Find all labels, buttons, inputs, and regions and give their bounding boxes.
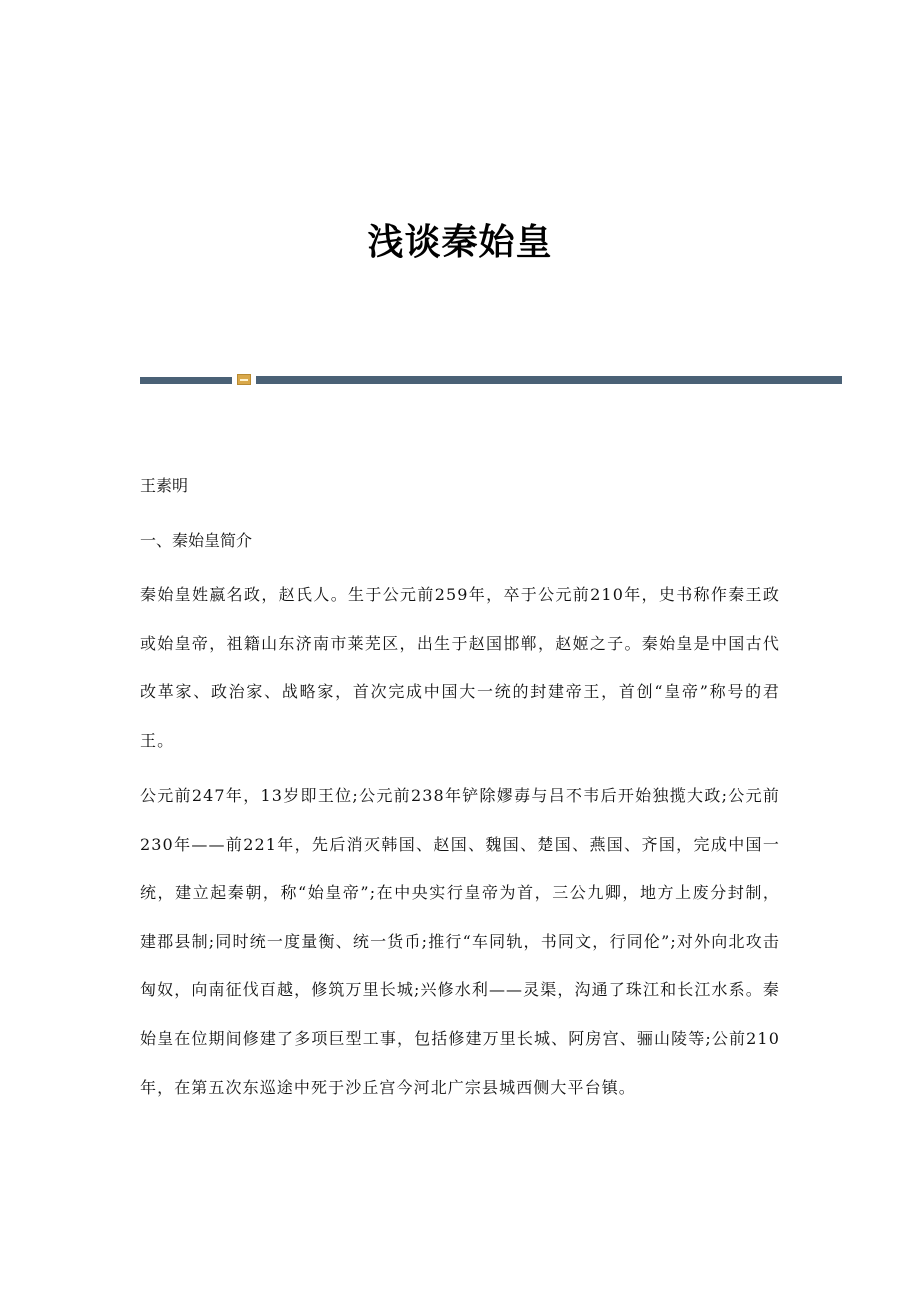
body-paragraph: 公元前247年，13岁即王位;公元前238年铲除嫪毐与吕不韦后开始独揽大政;公元前230年——前221年，先后消灭韩国、赵国、魏国、楚国、燕国、齐国，完成中国一统，建立起秦朝，称“始皇帝”;在中央实行皇帝为首，三公九卿，地方上废分封制，建郡县制;同时统一度量衡、统一货币;推行“车同轨，书同文，行同伦”;对外向北攻击匈奴，向南征伐百越，修筑万里长城;兴修水利——灵渠，沟通了珠江和长江水系。秦始皇在位期间修建了多项巨型工事，包括修建万里长城、阿房宫、骊山陵等;公前210年，在第五次东巡途中死于沙丘宫今河北广宗县城西侧大平台镇。 [140,786,780,1097]
divider-ornament-icon [237,374,251,385]
title-divider [140,374,842,386]
divider-right-segment [256,376,842,384]
section-heading: 一、秦始皇简介 [140,531,253,550]
divider-left-segment [140,377,232,384]
document-title: 浅谈秦始皇 [367,221,553,263]
author-name: 王素明 [140,476,189,495]
body-paragraph: 秦始皇姓嬴名政，赵氏人。生于公元前259年，卒于公元前210年，史书称作秦王政或始皇帝，祖籍山东济南市莱芜区，出生于赵国邯郸，赵姬之子。秦始皇是中国古代改革家、政治家、战略家，首次完成中国大一统的封建帝王，首创“皇帝”称号的君王。 [140,585,780,750]
